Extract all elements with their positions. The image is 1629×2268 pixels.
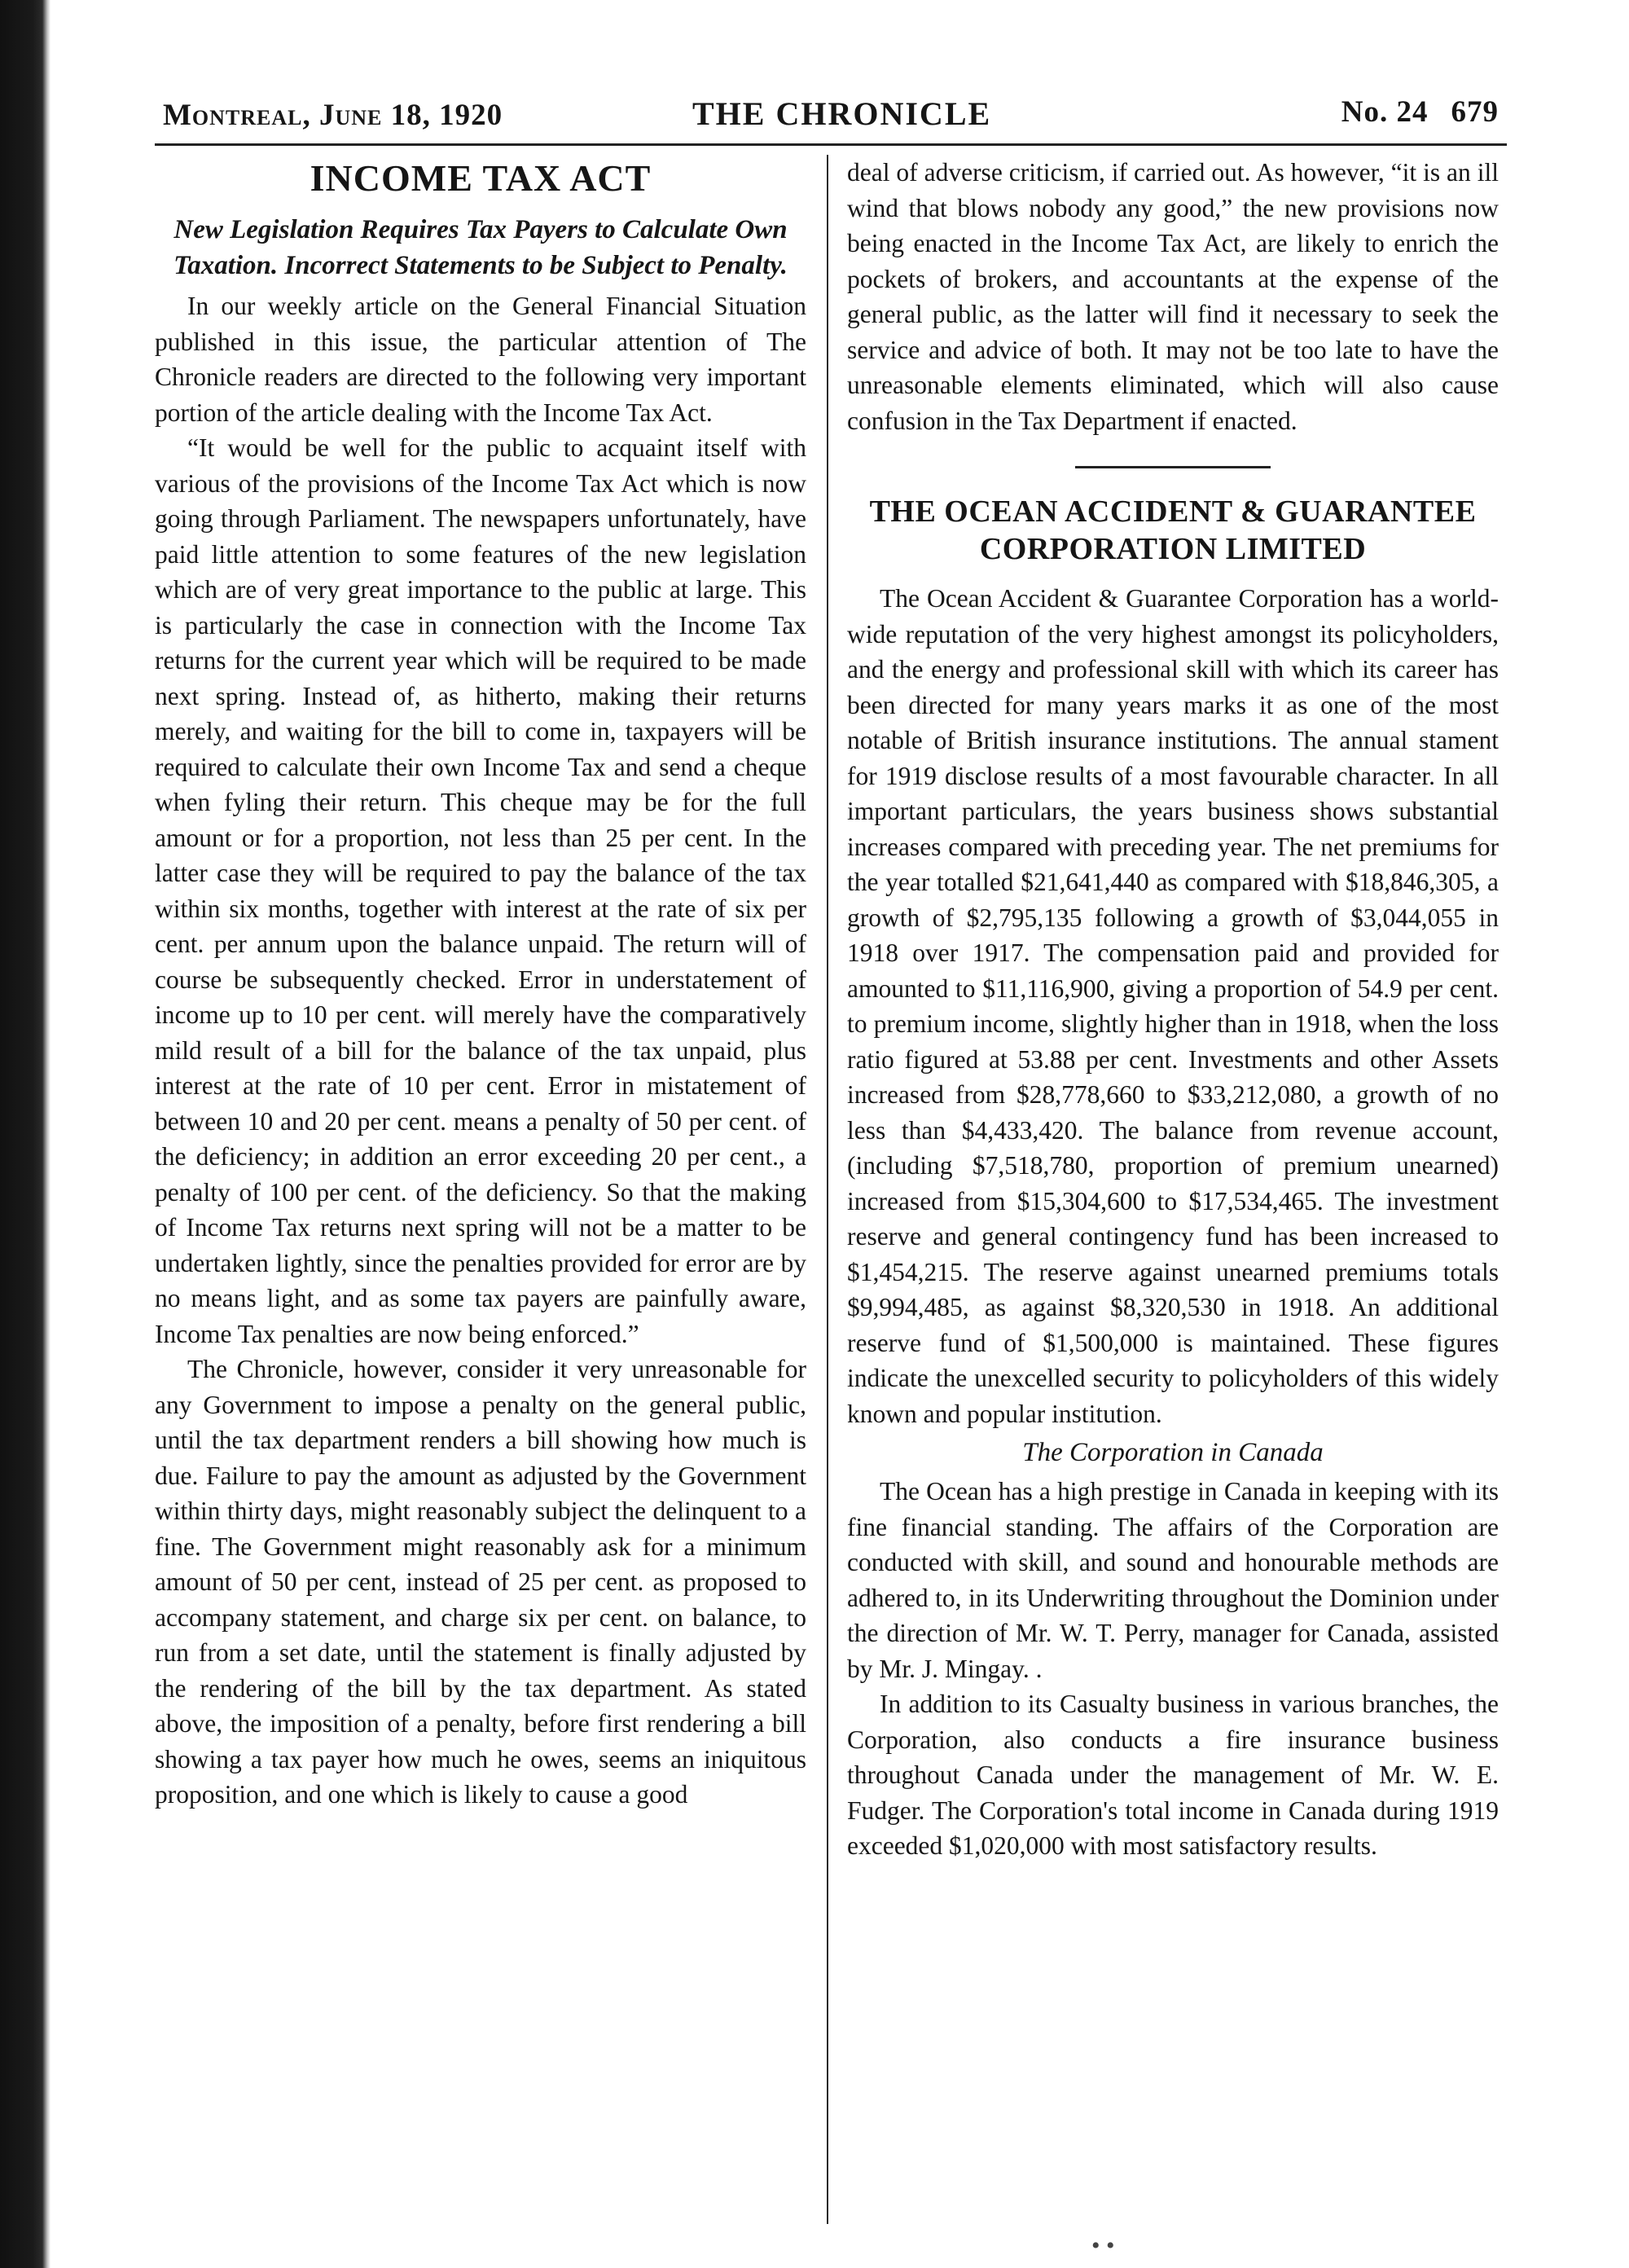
article-paragraph: The Chronicle, however, consider it very unreasonable for any Government to impose a penalty on the general public, until the tax department renders a bill showing how much is due. Failure to pay the amount as adjusted by the Government within thirty days, might reasonably subject the delinquent to a fine. The Government might reasonably ask for a minimum amount of 50 per cent, instead of 25 per cent. as proposed to accompany statement, and charge six per cent. on balance, to run from a set date, until the statement is finally adjusted by the rendering of the bill by the tax department. As stated above, the imposition of a penalty, before first rendering a bill showing a tax payer how much he owes, seems an iniquitous proposition, and one which is likely to cause a good — [155, 1355, 806, 1809]
left-column — [155, 155, 806, 1813]
newspaper-page — [155, 65, 1507, 2259]
right-column — [847, 155, 1499, 1864]
article-continuation: deal of adverse criticism, if carried out. As however, “it is an ill wind that blows nobody any good,” the new provisions now being enacted in the Income Tax Act, are likely to enrich the pockets of brokers, and accountants at the expense of the general public, as the latter will find it necessary to seek the service and advice of both. It may not be too late to have the unreasonable elements eliminated, which will also cause confusion in the Tax Department if enacted. — [847, 158, 1499, 435]
article-paragraph: The Ocean Accident & Guarantee Corporation has a world-wide reputation of the very highest amongst its policyholders, and the energy and professional skill with which its career has been directed for many years marks it as one of the most notable of British insurance institutions. The annual stament for 1919 disclose results of a most favourable character. In all important particulars, the years business shows substantial increases compared with preceding year. The net premiums for the year totalled $21,641,440 as compared with $18,846,305, a growth of $2,795,135 following a growth of $3,044,055 in 1918 over 1917. The compensation paid and provided for amounted to $11,116,900, giving a proportion of 54.9 per cent. to premium income, slightly higher than in 1918, when the loss ratio figured at 53.88 per cent. Investments and other Assets increased from $28,778,660 to $33,212,080, a growth of no less than $4,433,420. The balance from revenue account, (including $7,518,780, proportion of premium unearned) increased from $15,304,600 to $17,534,465. The investment reserve and general contingency fund has been increased to $1,454,215. The reserve against unearned premiums totals $9,994,485, as against $8,320,530 in 1918. An additional reserve fund of $1,500,000 is maintained. These figures indicate the unexcelled security to policyholders of this widely known and popular institution. — [847, 584, 1499, 1428]
running-head — [155, 90, 1507, 138]
page-number: 679 — [1451, 95, 1499, 129]
article-paragraph: “It would be well for the public to acquaint itself with various of the provisions of the Income Tax Act which is now going through Parliament. The newspapers unfortunately, have paid little attention to some features of the new legislation which are of very great importance to the public at large. This is particularly the case in connection with the Income Tax returns for the current year which will be required to be made next spring. Instead of, as hitherto, making their returns merely, and waiting for the bill to come in, taxpayers will be required to calculate their own Income Tax and send a cheque when fyling their return. This cheque may be for the full amount or for a proportion, not less than 25 per cent. In the latter case they will be required to pay the balance of the tax within six months, together with interest at the rate of six per cent. per annum upon the balance unpaid. The return will of course be subsequently checked. Error in understatement of income up to 10 per cent. will merely have the comparatively mild result of a bill for the balance of the tax unpaid, plus interest at the rate of 10 per cent. Error in mistatement of between 10 and 20 per cent. means a penalty of 50 per cent. of the deficiency; in addition an error exceeding 20 per cent., a penalty of 100 per cent. of the deficiency. So that the making of Income Tax returns next spring will not be a matter to be undertaken lightly, since the penalties provided for error are by no means light, and as some tax payers are painfully aware, Income Tax penalties are now being enforced.” — [155, 433, 806, 1348]
article-paragraph: In addition to its Casualty business in various branches, the Corporation, also conducts a fire insurance business throughout Canada under the management of Mr. W. E. Fudger. The Corporation's total income in Canada during 1919 exceeded $1,020,000 with most satisfactory results. — [847, 1690, 1499, 1860]
page-binding-edge — [0, 0, 50, 2268]
issue-number: No. 24 — [1341, 95, 1429, 129]
article-title-income-tax: INCOME TAX ACT — [310, 157, 652, 199]
article-paragraph: The Ocean has a high prestige in Canada in keeping with its fine financial standing. The affairs of the Corporation are conducted with skill, and sound and honourable methods are adhered to, in its Underwriting throughout the Dominion under the direction of Mr. W. T. Perry, manager for Canada, assisted by Mr. J. Mingay. . — [847, 1477, 1499, 1683]
issue-and-page — [1341, 94, 1499, 130]
publication-title: THE CHRONICLE — [692, 95, 992, 132]
article-separator — [1075, 466, 1271, 468]
dateline: Montreal, June 18, 1920 — [163, 99, 503, 132]
article-title-ocean-accident: THE OCEAN ACCIDENT & GUARANTEE CORPORATION LIMITED — [869, 494, 1477, 566]
article-paragraph: In our weekly article on the General Financial Situation published in this issue, the particular attention of The Chronicle readers are directed to the following very important portion of the article dealing with the Income Tax Act. — [155, 292, 806, 427]
section-subhead: The Corporation in Canada — [1022, 1438, 1324, 1467]
printer-mark: • • — [1091, 2232, 1115, 2259]
column-divider — [827, 155, 828, 2224]
header-rule — [155, 143, 1507, 146]
article-deck: New Legislation Requires Tax Payers to Calculate Own Taxation. Incorrect Statements to be Subject to Penalty. — [173, 215, 788, 280]
